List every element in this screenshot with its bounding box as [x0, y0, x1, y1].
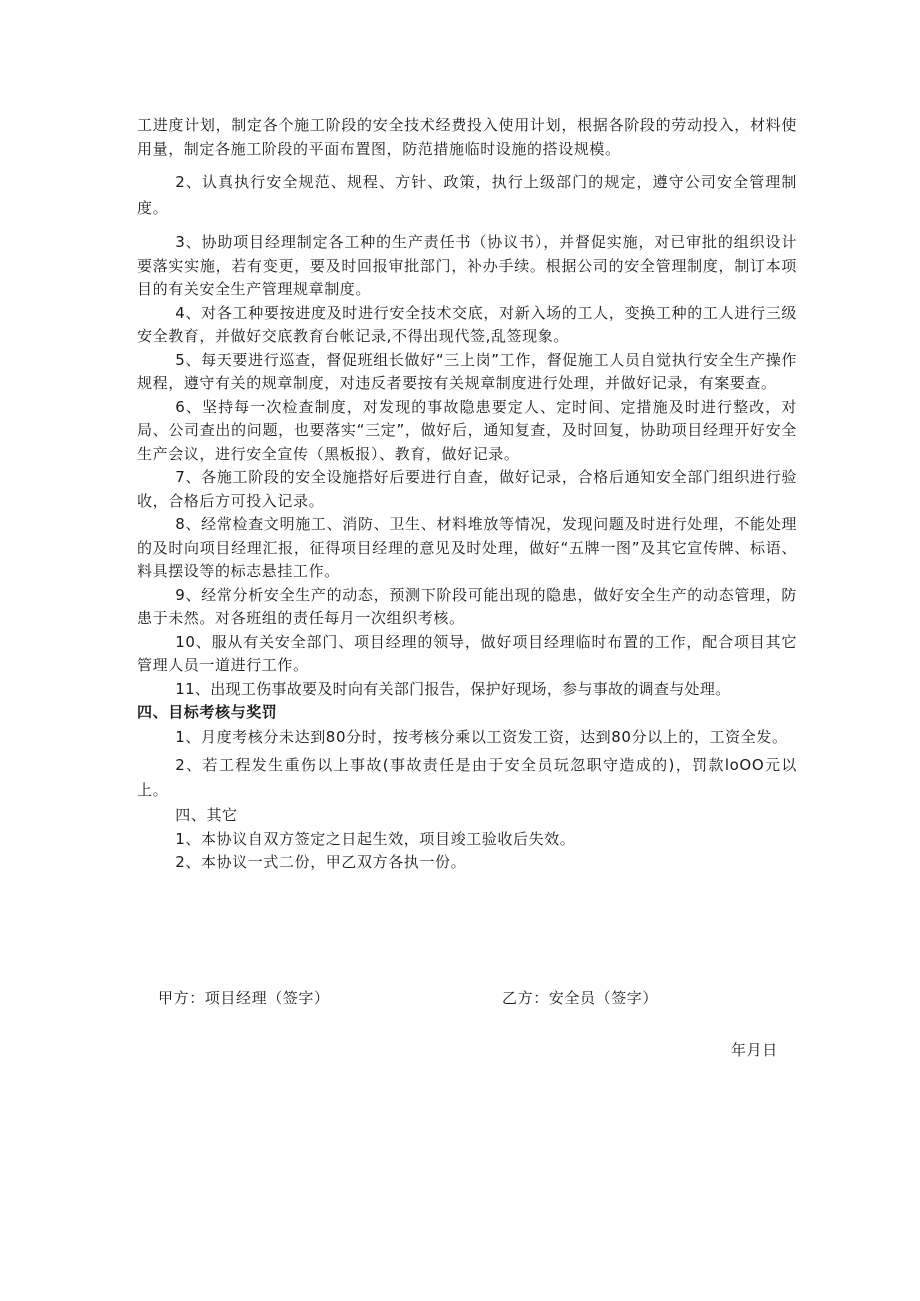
other-item-1: 1、本协议自双方签定之日起生效，项目竣工验收后失效。: [175, 829, 576, 848]
duty-item-9: 9、经常分析安全生产的动态，预测下阶段可能出现的隐患，做好安全生产的动态管理，防患于未然。对各班组的责任每月一次组织考核。: [137, 585, 797, 627]
duty-item-7: 7、各施工阶段的安全设施搭好后要进行自查，做好记录，合格后通知安全部门组织进行验收，合格后方可投入记录。: [137, 468, 797, 510]
duty-item-3: 3、协助项目经理制定各工种的生产责任书（协议书），并督促实施，对已审批的组织设计要落实实施，若有变更，要及时回报审批部门，补办手续。根据公司的安全管理制度，制订本项目的有关安全生产管理规章制度。: [137, 233, 797, 298]
duty-item-2: 2、认真执行安全规范、规程、方针、政策，执行上级部门的规定，遵守公司安全管理制度。: [137, 173, 797, 217]
duty-item-8: 8、经常检查文明施工、消防、卫生、材料堆放等情况，发现问题及时进行处理，不能处理的及时向项目经理汇报，征得项目经理的意见及时处理，做好“五牌一图”及其它宣传牌、标语、料具摆设等的标志悬挂工作。: [137, 515, 797, 580]
section-4-heading: 四、目标考核与奖罚: [137, 703, 278, 721]
signature-date: 年月日: [731, 1041, 778, 1059]
document-body: [137, 114, 797, 875]
duty-item-5: 5、每天要进行巡查，督促班组长做好“三上岗”工作，督促施工人员自觉执行安全生产操作规程，遵守有关的规章制度，对违反者要按有关规章制度进行处理，并做好记录，有案要查。: [137, 350, 797, 392]
continuation-paragraph: 工进度计划，制定各个施工阶段的安全技术经费投入使用计划，根据各阶段的劳动投入，材料使用量，制定各施工阶段的平面布置图，防范措施临时设施的搭设规模。: [137, 116, 797, 158]
duty-item-10: 10、服从有关安全部门、项目经理的领导，做好项目经理临时布置的工作，配合项目其它管理人员一道进行工作。: [137, 632, 797, 674]
other-heading: 四、其它: [175, 806, 238, 824]
duty-item-6: 6、坚持每一次检查制度，对发现的事故隐患要定人、定时间、定措施及时进行整改，对局、公司查出的问题，也要落实“三定”，做好后，通知复查，及时回复，协助项目经理开好安全生产会议，进行安全宣传（黑板报）、教育，做好记录。: [137, 397, 797, 463]
assessment-item-2: 2、若工程发生重伤以上事故(事故责任是由于安全员玩忽职守造成的)，罚款loOO元以上。: [137, 756, 797, 799]
assessment-item-1: 1、月度考核分未达到80分时，按考核分乘以工资发工资，达到80分以上的，工资全发。: [175, 727, 788, 746]
party-b-signature: 乙方：安全员（签字）: [502, 989, 659, 1007]
party-a-signature: 甲方：项目经理（签字）: [158, 989, 330, 1007]
duty-item-4: 4、对各工种要按进度及时进行安全技术交底，对新入场的工人，变换工种的工人进行三级安全教育，并做好交底教育台帐记录,不得出现代签,乱签现象。: [137, 303, 797, 345]
other-item-2: 2、本协议一式二份，甲乙双方各执一份。: [175, 853, 467, 871]
duty-item-11: 11、出现工伤事故要及时向有关部门报告，保护好现场，参与事故的调查与处理。: [175, 679, 731, 698]
